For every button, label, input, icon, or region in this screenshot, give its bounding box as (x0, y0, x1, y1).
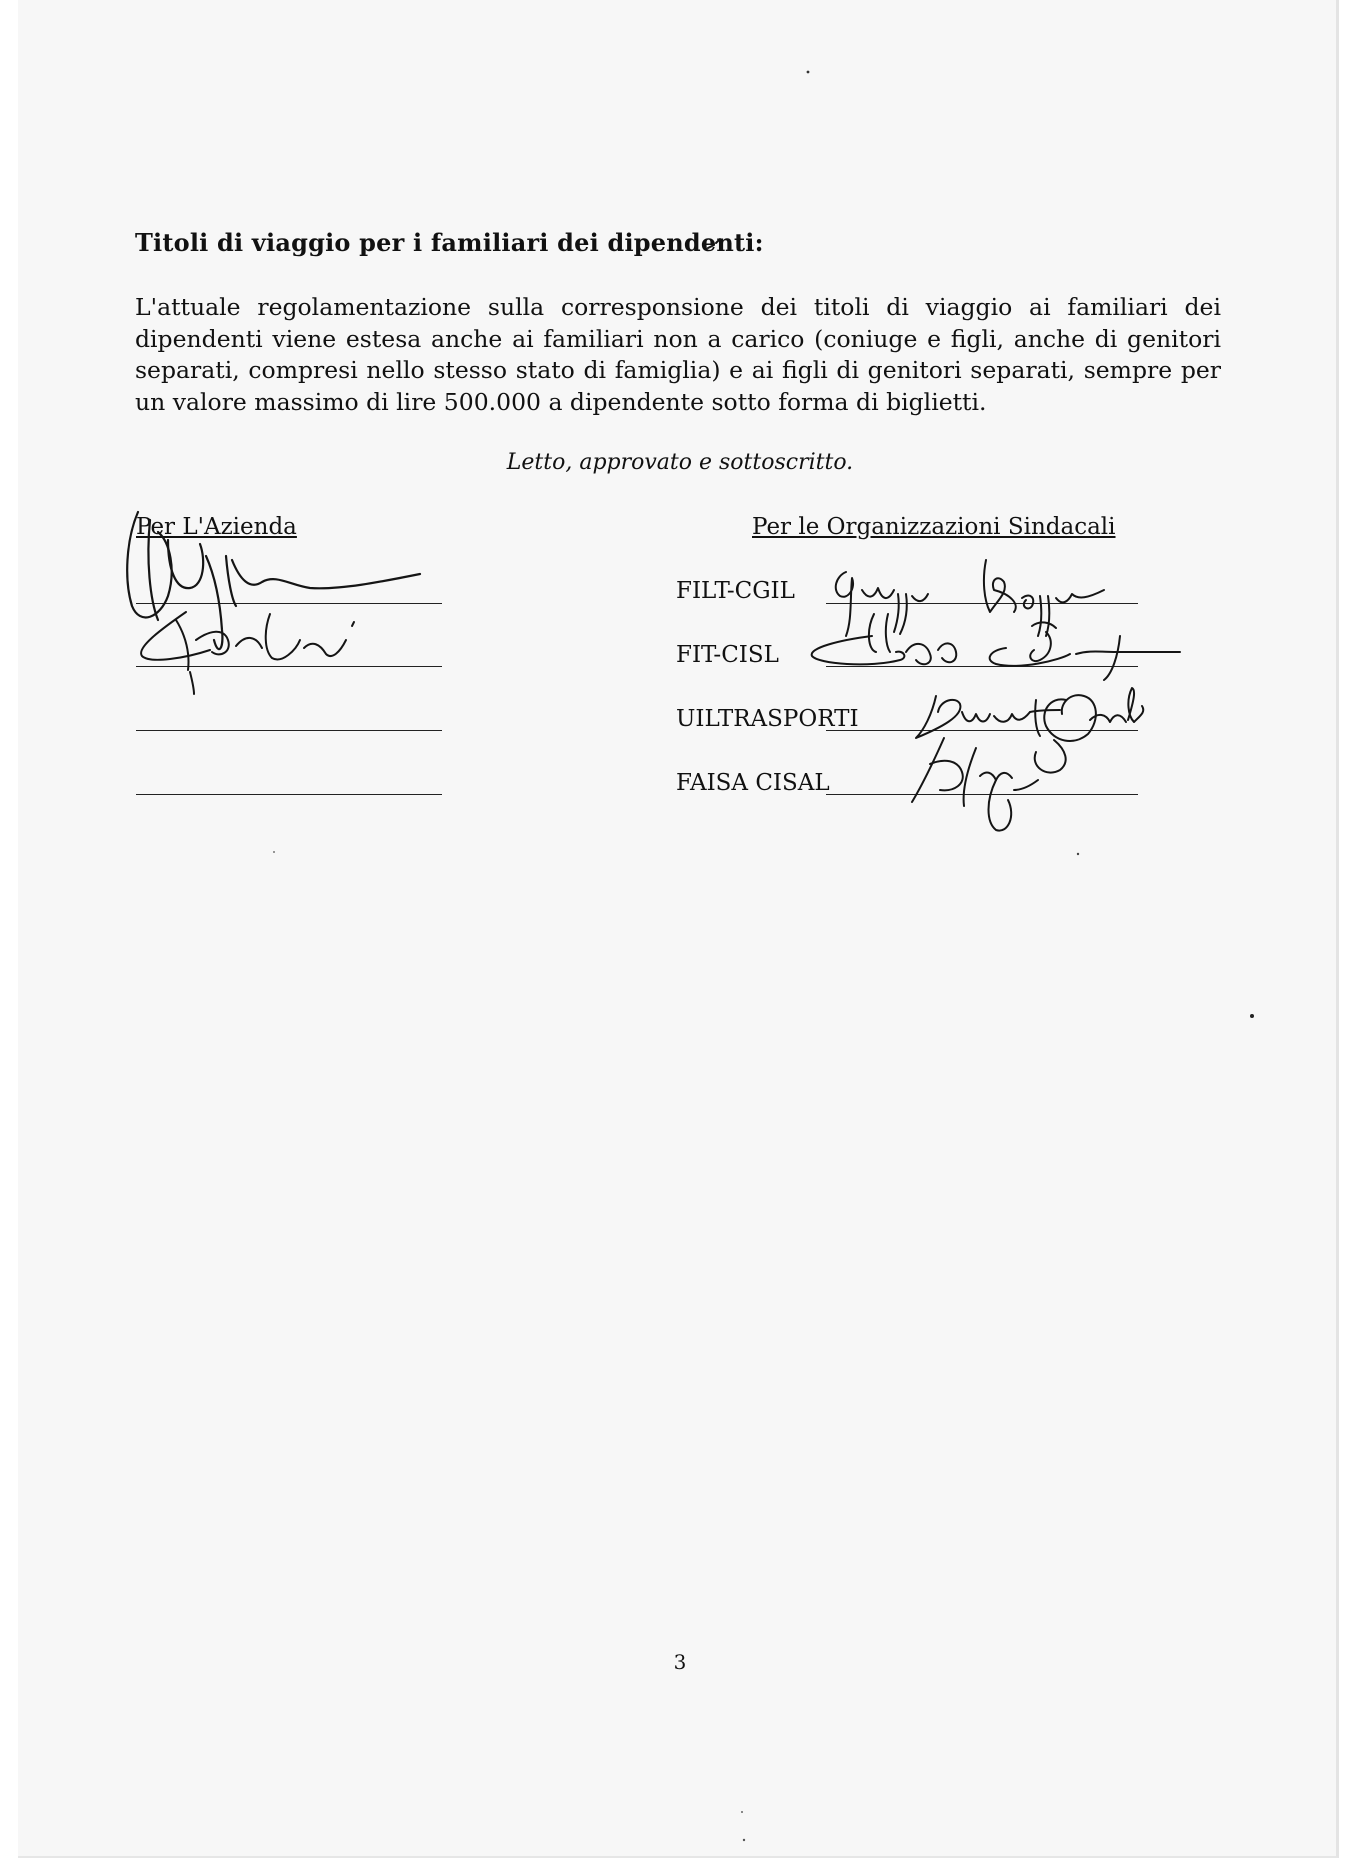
union-name-fit-cisl: FIT-CISL (676, 642, 779, 668)
page-number: 3 (673, 1650, 687, 1674)
union-name-uiltrasporti: UILTRASPORTI (676, 706, 859, 732)
company-signatory-label: Per L'Azienda (136, 514, 297, 540)
body-paragraph: L'attuale regolamentazione sulla corresponsione dei titoli di viaggio ai familiari dei dipendenti viene estesa anche ai familiari non a carico (coniuge e figli, anche di genitori separati, compresi nello stesso stato di famiglia) e ai figli di genitori separati, sempre per un valore massimo di lire 500.000 a dipendente sotto forma di biglietti. (135, 293, 1221, 416)
unions-signatory-label: Per le Organizzazioni Sindacali (752, 514, 1116, 540)
union-name-faisa-cisal: FAISA CISAL (676, 770, 830, 796)
closing-formula: Letto, approvato e sottoscritto. (506, 450, 854, 475)
section-heading: Titoli di viaggio per i familiari dei dipendenti: (135, 228, 764, 257)
union-name-filt-cgil: FILT-CGIL (676, 578, 795, 604)
